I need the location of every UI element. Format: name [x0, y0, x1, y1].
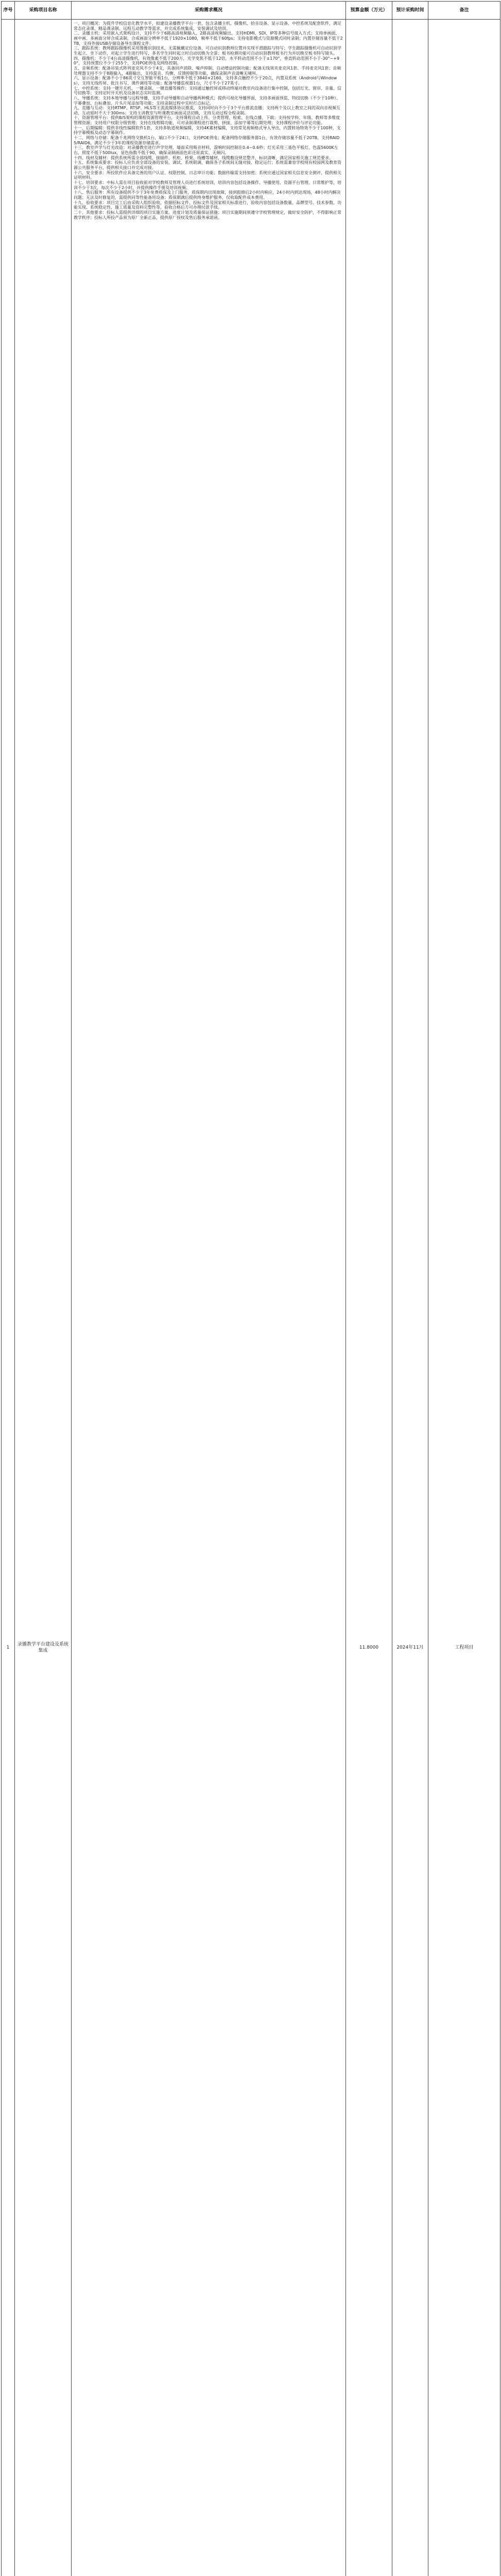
table-row — [2, 20, 500, 2576]
requirement-paragraph: 十五、系统集成要求：投标人应负责全部设备的安装、调试、系统联调，确保各子系统间无缝对接、稳定运行；系统需兼容学校现有校园网及教育资源公共服务平台，提供相关接口并完成对接。 — [74, 160, 341, 171]
header-time: 预计采购时间 — [392, 2, 428, 20]
requirement-paragraph: 十七、培训要求：中标人需在项目验收前对学校教师及管理人员进行系统培训，培训内容包括设备操作、导播使用、资源平台管理、日常维护等，培训不少于3次，每次不少于2小时，并提供操作手册及培训视频。 — [74, 180, 341, 190]
requirement-paragraph: 十六、安全要求：所投软件应具备完善的用户认证、权限控制、日志审计功能；数据传输需支持加密；系统应通过国家相关信息安全测评，提供相关证明材料。 — [74, 170, 341, 180]
requirement-paragraph: 八、导播系统：支持本地导播与远程导播，支持手动导播和自动导播两种模式；提供可视化导播界面，支持多画面预监、特技切换（不少于10种）、字幕叠加、台标叠加、片头片尾添加等功能；支持录制过程中实时打点标记。 — [74, 95, 341, 106]
requirement-paragraph: 十九、验收要求：项目完工后由采购人组织验收，依据招标文件、投标文件及国家相关标准进行，验收内容包括设备数量、品牌型号、技术参数、功能实现、系统稳定性、施工质量及资料完整性等，验收合格后方可办理付款手续。 — [74, 200, 341, 210]
requirement-paragraph: 十一、后期编辑：提供非线性编辑软件1套，支持多轨道视频编辑，支持4K素材编辑，支持常见视频格式导入导出，内置转场特效不少于100种，支持字幕模板及动态字幕制作。 — [74, 125, 341, 135]
row-project-name: 录播教学平台建设及系统集成 — [15, 20, 72, 2576]
requirement-paragraph: 一、项目概况：为提升学校信息化教学水平，拟建设录播教学平台一套，包含录播主机、摄像机、拾音设备、显示设备、中控系统及配套软件，满足常态化录课、精品课录制、远程互动教学等需求，并完成系统集成、安装调试及培训。 — [74, 21, 341, 31]
requirement-paragraph: 五、音频系统：配备吊装式阵列麦克风不少于4支，具备回声消除、噪声抑制、自动增益控制功能；配备无线领夹麦克风1套、手持麦克风1套；音频处理器支持不少于8路输入、4路输出，支持混音、均衡、反馈抑制等功能，确保录制声音清晰无啸叫。 — [74, 65, 341, 76]
header-note: 备注 — [428, 2, 500, 20]
table-header-row — [2, 2, 500, 20]
requirement-paragraph: 三、跟踪系统：教师跟踪摄像机采用图像识别技术，无需佩戴定位设备，可自动识别教师位置并实现平滑跟踪与特写；学生跟踪摄像机可自动识别学生起立、坐下动作，对起立学生进行特写，多名学生同时起立时自动切换为全景；板书检测功能可自动识别教师板书行为并切换至板书特写镜头。 — [74, 46, 341, 56]
header-project-name: 采购项目名称 — [15, 2, 72, 20]
header-budget: 预算金额（万元） — [346, 2, 392, 20]
requirement-paragraph: 七、中控系统：支持一键开关机、一键录制、一键直播等操作；支持通过触控屏或移动终端对教室内设备进行集中控制，包括灯光、窗帘、音量、信号切换等；支持定时开关机及设备状态实时监测。 — [74, 86, 341, 96]
requirement-paragraph: 十四、线材及辅材：提供系统所需全部线缆、接插件、机柜、桥架、线槽等辅材，线缆敷设规范整齐，标识清晰，满足国家相关施工规范要求。 — [74, 155, 333, 160]
procurement-table — [1, 1, 500, 2576]
row-no: 1 — [2, 20, 15, 2576]
row-time: 2024年11月 — [392, 20, 428, 2576]
header-no: 序号 — [2, 2, 15, 20]
requirement-paragraph: 二、录播主机：采用嵌入式架构设计，支持不少于6路高清视频输入、2路高清视频输出，支持HDMI、SDI、IP等多种信号接入方式；支持单画面、画中画、多画面分屏合成录制，合成画面分辨率不低于1920×1080，帧率不低于60fps；支持电影模式与资源模式同时录制；内置存储容量不低于2TB，支持外接USB存储设备导出课程文件。 — [74, 31, 343, 46]
requirement-paragraph: 十八、售后服务：所有设备提供不少于3年免费质保及上门服务，质保期内出现故障，接到报修后2小时内响应，24小时内到达现场，48小时内解决问题；无法及时修复的，需提供同等性能备用设备；质保期满后提供终身维护服务，仅收取配件成本费用。 — [74, 190, 341, 200]
requirement-paragraph: 二十、其他要求：投标人需提供详细的项目实施方案、进度计划及质量保证措施；项目实施期间须遵守学校管理规定，做好安全防护，不得影响正常教学秩序；投标人所投产品须为原厂全新正品，提供原厂授权及售后服务承诺函。 — [74, 210, 341, 220]
requirement-paragraph: 十三、教室声学与灯光改造：对录播教室进行声学处理，墙面采用吸音材料，混响时间控制在0.4~0.6秒；灯光采用三基色平板灯，色温5600K左右，照度不低于500lux，显色指数不低于90，确保录制画面色彩还原真实、无频闪。 — [74, 145, 338, 156]
header-requirements: 采购需求概况 — [72, 2, 346, 20]
requirement-paragraph: 十、资源管理平台：提供B/S架构的课程资源管理平台，支持课程自动上传、分类管理、检索、在线点播、下载；支持按学科、年级、教师等多维度管理资源；支持用户权限分级管理；支持在线剪辑功能，可对录制课程进行裁剪、拼接、添加字幕等后期处理；支持课程评价与评论功能。 — [74, 115, 340, 126]
requirement-paragraph: 六、显示设备：配备不小于86英寸交互智能平板1台，分辨率不低于3840×2160，支持多点触控不少于20点，内置双系统（Android与Windows），支持无线传屏、批注书写、课件调用等功能；配备导播监视器1台，尺寸不小于27英寸。 — [74, 76, 337, 86]
row-note: 工程项目 — [428, 20, 500, 2576]
row-budget: 11.8000 — [346, 20, 392, 2576]
requirement-paragraph: 十二、网络与存储：配备千兆网络交换机1台，端口不少于24口，支持POE供电；配备网络存储服务器1台，有效存储容量不低于20TB，支持RAID5/RAID6，满足不少于3年的课程资源存储需求。 — [74, 135, 340, 145]
requirement-paragraph: 四、摄像机：不少于4台高清摄像机，有效像素不低于200万，光学变焦不低于12倍，水平转动范围不小于±170°，垂直转动范围不小于-30°~+90°，支持预置位不少于255个，支持POE供电及网络控制。 — [74, 56, 340, 66]
row-requirements — [72, 20, 346, 2576]
requirement-paragraph: 九、直播与互动：支持RTMP、RTSP、HLS等主流流媒体协议推流，支持同时向不少于3个平台推流直播；支持两个及以上教室之间的双向音视频互动，互动延时不大于300ms；支持主讲教室与听课教室画面灵活切换，支持互动过程全程录制。 — [74, 106, 340, 115]
